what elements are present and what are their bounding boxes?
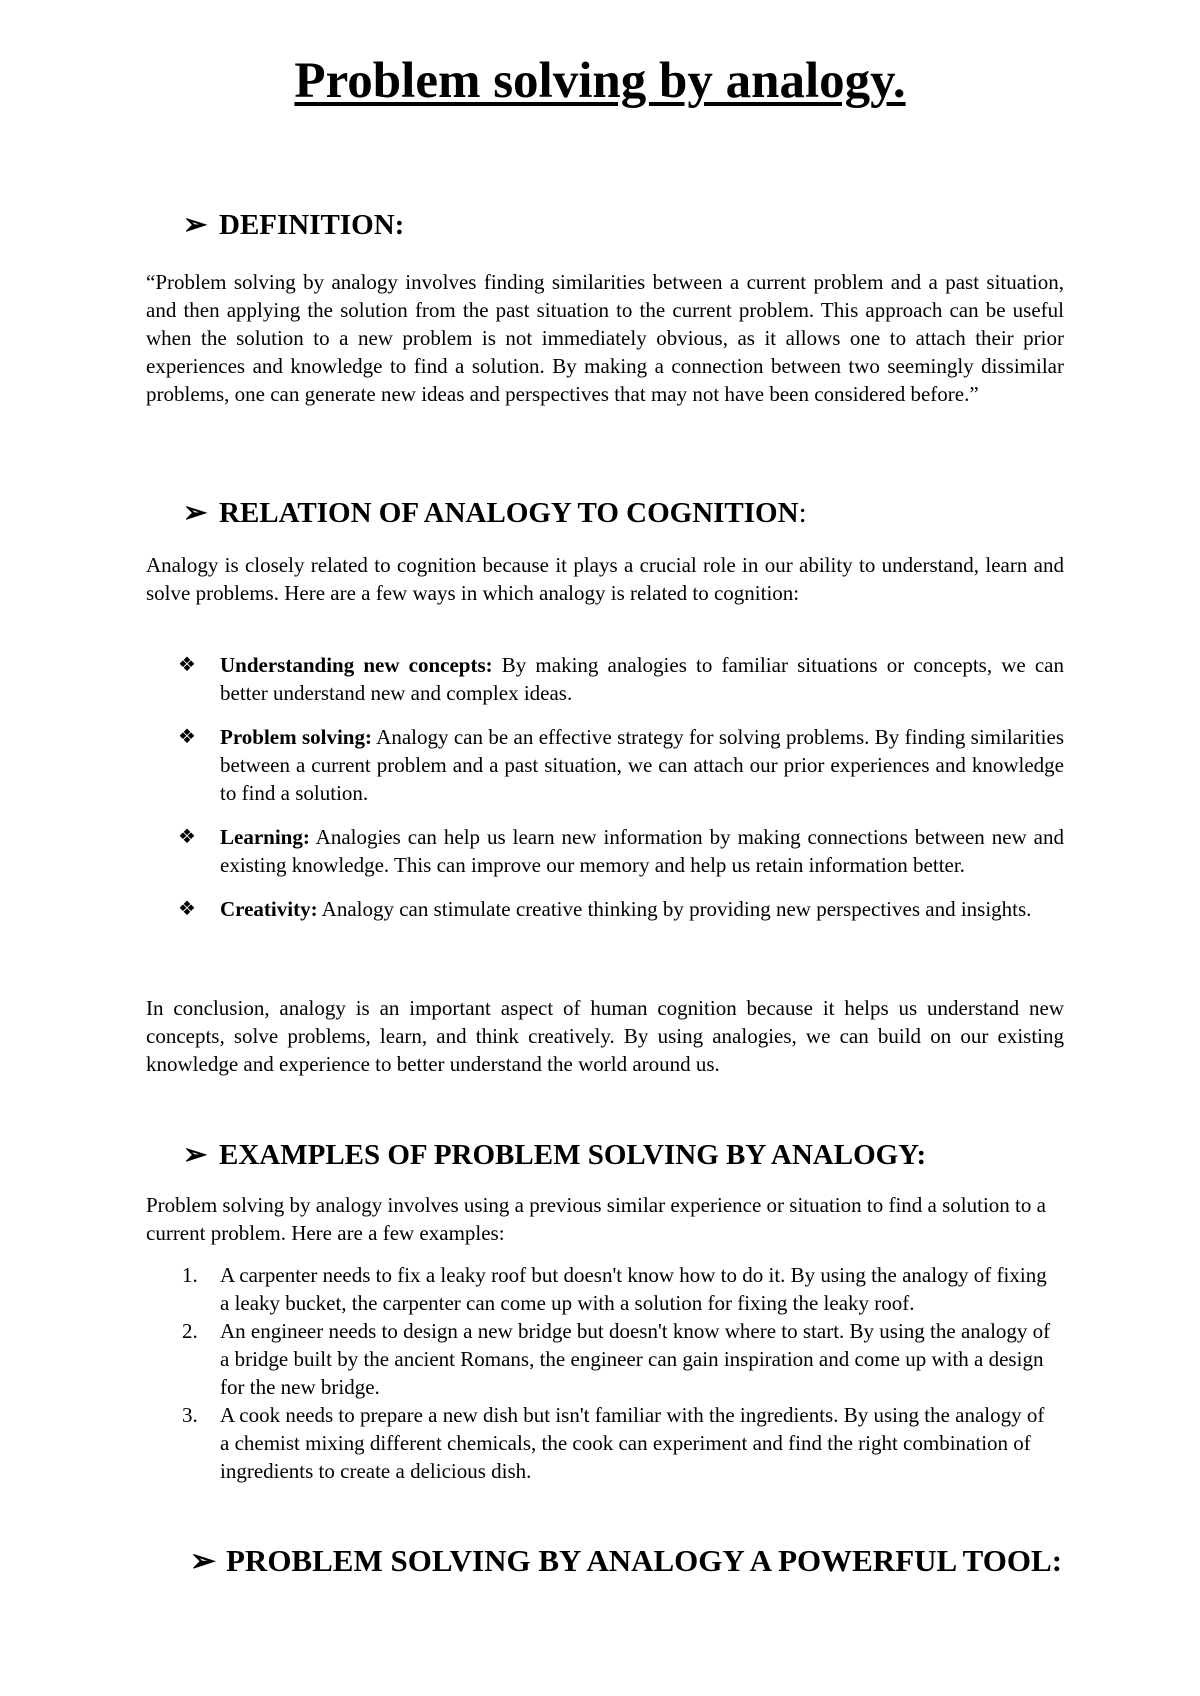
cognition-conclusion-paragraph: In conclusion, analogy is an important aspect of human cognition because it helps us understand new concepts, solve problems, learn, and think creatively. By using analogies, we can build on our existing knowledge and experience to better understand the world around us. [146, 996, 1064, 1076]
heading-text: DEFINITION: [219, 209, 405, 241]
list-item [146, 651, 1064, 707]
list-item [146, 1317, 1056, 1401]
heading-text: RELATION OF ANALOGY TO COGNITION [219, 497, 799, 529]
section-heading-tool [190, 1542, 1070, 1580]
bullet-text: By making analogies to familiar situations or concepts, we can better understand new and complex ideas. [220, 653, 1064, 705]
bullet-term: Learning: [220, 825, 310, 849]
arrow-bullet-icon: ➢ [183, 497, 208, 529]
examples-intro-paragraph: Problem solving by analogy involves using a previous similar experience or situation to find a solution to a current problem. Here are a few examples: [146, 1193, 1046, 1245]
list-item-text: A carpenter needs to fix a leaky roof but doesn't know how to do it. By using the analogy of fixing a leaky bucket, the carpenter can come up with a solution for fixing the leaky roof. [220, 1263, 1047, 1315]
bullet-term: Creativity: [220, 897, 318, 921]
definition-paragraph: “Problem solving by analogy involves finding similarities between a current problem and a past situation, and then applying the solution from the past situation to the current problem. This approach can be useful when the solution to a new problem is not immediately obvious, as it allows one to attach their prior experiences and knowledge to find a solution. By making a connection between two seemingly dissimilar problems, one can generate new ideas and perspectives that may not have been considered before.” [146, 270, 1064, 406]
examples-numbered-list [146, 1261, 1056, 1485]
diamond-bullet-icon: ❖ [178, 826, 196, 848]
arrow-bullet-icon: ➢ [183, 209, 208, 241]
diamond-bullet-icon: ❖ [178, 654, 196, 676]
bullet-term: Problem solving: [220, 725, 372, 749]
heading-text: PROBLEM SOLVING BY ANALOGY A POWERFUL TOOL: [226, 1543, 1063, 1578]
list-item [146, 1261, 1056, 1317]
arrow-bullet-icon: ➢ [190, 1543, 216, 1578]
arrow-bullet-icon: ➢ [183, 1139, 208, 1171]
cognition-intro-paragraph: Analogy is closely related to cognition because it plays a crucial role in our ability to understand, learn and solve problems. Here are a few ways in which analogy is related to cognition: [146, 553, 1064, 605]
list-number: 1. [182, 1263, 198, 1287]
diamond-bullet-icon: ❖ [178, 898, 196, 920]
cognition-bullet-list [146, 651, 1064, 939]
heading-colon: : [798, 497, 807, 529]
list-item-text: An engineer needs to design a new bridge but doesn't know where to start. By using the analogy of a bridge built by the ancient Romans, the engineer can gain inspiration and come up with a design for the new bridge. [220, 1319, 1051, 1399]
bullet-text: Analogies can help us learn new information by making connections between new and existing knowledge. This can improve our memory and help us retain information better. [220, 825, 1064, 877]
section-heading-cognition [183, 496, 807, 531]
list-item-text: A cook needs to prepare a new dish but isn't familiar with the ingredients. By using the analogy of a chemist mixing different chemicals, the cook can experiment and find the right combination of ingredients to create a delicious dish. [220, 1403, 1045, 1483]
section-heading-definition [183, 208, 404, 243]
list-number: 2. [182, 1319, 198, 1343]
list-number: 3. [182, 1403, 198, 1427]
heading-text: EXAMPLES OF PROBLEM SOLVING BY ANALOGY: [219, 1139, 927, 1171]
list-item [146, 823, 1064, 879]
diamond-bullet-icon: ❖ [178, 726, 196, 748]
bullet-text: Analogy can be an effective strategy for solving problems. By finding similarities between a current problem and a past situation, we can attach our prior experiences and knowledge to find a solution. [220, 725, 1064, 805]
section-heading-examples [183, 1138, 926, 1173]
list-item [146, 723, 1064, 807]
page-title: Problem solving by analogy. [294, 53, 906, 109]
list-item [146, 1401, 1056, 1485]
bullet-text: Analogy can stimulate creative thinking by providing new perspectives and insights. [317, 897, 1032, 921]
bullet-term: Understanding new concepts: [220, 653, 493, 677]
list-item [146, 895, 1064, 923]
